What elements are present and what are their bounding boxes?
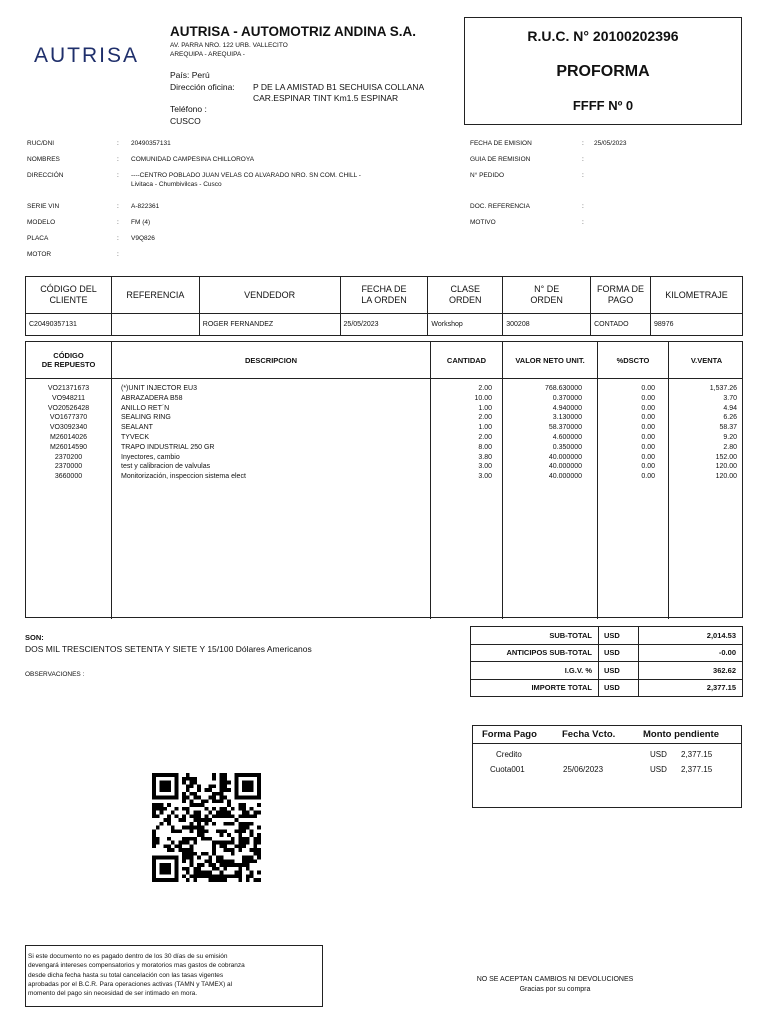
payment-header-pending: Monto pendiente (643, 729, 719, 740)
client-label: MODELO (27, 219, 56, 226)
client-label: DIRECCIÓN (27, 172, 64, 179)
item-quantity: 1.00 (478, 404, 492, 412)
client-label: FECHA DE EMISION (470, 140, 532, 147)
payment-header (473, 726, 741, 744)
order-header-cell: KILOMETRAJE (651, 277, 743, 314)
order-header-cell: CÓDIGO DEL CLIENTE (26, 277, 112, 314)
order-header-cell: N° DE ORDEN (503, 277, 591, 314)
item-code: 2370200 (54, 453, 83, 461)
item-description: SEALING RING (121, 414, 171, 422)
item-discount: 0.00 (641, 443, 655, 451)
payment-method: Cuota001 (490, 765, 525, 774)
item-discount: 0.00 (641, 463, 655, 471)
office-address-line1: P DE LA AMISTAD B1 SECHUISA COLLANA (253, 82, 425, 92)
item-code: VO1677370 (49, 414, 88, 422)
item-description: Inyectores, cambio (121, 453, 180, 461)
colon: : (117, 156, 119, 163)
footer-thanks: Gracias por su compra (519, 986, 591, 993)
totals-value: -0.00 (639, 644, 743, 662)
totals-label: SUB-TOTAL (471, 627, 599, 645)
item-unit-price: 0.370000 (552, 394, 582, 402)
payment-date: 25/06/2023 (563, 765, 604, 774)
qr-code (152, 773, 261, 882)
item-total: 120.00 (715, 463, 737, 471)
item-description: (*)UNIT INJECTOR EU3 (121, 385, 197, 392)
order-header-cell: FORMA DE PAGO (591, 277, 651, 314)
item-discount: 0.00 (641, 453, 655, 461)
totals-row (471, 644, 743, 662)
colon: : (117, 235, 119, 242)
son-label: SON: (25, 633, 44, 642)
colon: : (117, 219, 119, 226)
item-row (26, 424, 742, 434)
item-unit-price: 4.600000 (552, 434, 582, 441)
item-total: 1,537.26 (709, 385, 737, 392)
item-total: 3.70 (723, 394, 737, 402)
item-quantity: 2.00 (478, 385, 492, 392)
client-label: GUIA DE REMISION (470, 156, 531, 163)
payment-method: Credito (496, 750, 522, 759)
client-value: V9Q826 (131, 235, 155, 242)
item-code: VO948211 (52, 394, 85, 402)
colon: : (582, 156, 584, 163)
client-label: N° PEDIDO (470, 172, 505, 179)
note-line: aprobadas por el B.C.R. Para operaciones activas (TAMN y TAMEX) al (28, 980, 233, 988)
order-cell: 98976 (651, 314, 743, 336)
item-quantity: 2.00 (478, 414, 492, 422)
amount-in-words: DOS MIL TRESCIENTOS SETENTA Y SIETE Y 15/100 Dólares Americanos (25, 644, 312, 654)
phone-label: Teléfono : (170, 104, 207, 114)
client-label: NOMBRES (27, 156, 60, 163)
item-total: 58.37 (719, 424, 737, 432)
order-header-cell: VENDEDOR (199, 277, 340, 314)
footer-no-returns: NO SE ACEPTAN CAMBIOS NI DEVOLUCIONES (476, 976, 634, 983)
totals-row (471, 662, 743, 680)
totals-value: 2,014.53 (639, 627, 743, 645)
client-value: COMUNIDAD CAMPESINA CHILLOROYA (131, 156, 255, 163)
item-quantity: 2.00 (478, 434, 492, 441)
item-unit-price: 0.350000 (552, 443, 582, 451)
payment-amount: 2,377.15 (681, 750, 713, 759)
items-header-description: DESCRIPCION (111, 342, 430, 378)
order-header-cell: CLASE ORDEN (428, 277, 503, 314)
items-header-unit-price: VALOR NETO UNIT. (502, 342, 597, 378)
totals-label: ANTICIPOS SUB-TOTAL (471, 644, 599, 662)
item-unit-price: 40.000000 (548, 473, 582, 481)
totals-currency: USD (599, 679, 639, 697)
item-discount: 0.00 (641, 473, 655, 481)
order-cell (111, 314, 199, 336)
item-total: 9.20 (723, 434, 737, 441)
items-header-total: V.VENTA (668, 342, 744, 378)
item-description: ABRAZADERA B58 (121, 394, 183, 402)
items-header (26, 342, 742, 379)
ruc-box (464, 17, 742, 125)
order-cell: 25/05/2023 (340, 314, 428, 336)
payment-currency: USD (650, 750, 667, 759)
item-row (26, 473, 742, 483)
items-header-quantity: CANTIDAD (430, 342, 502, 378)
colon: : (582, 140, 584, 147)
client-value-line2: Livitaca - Chumbivilcas - Cusco (131, 181, 222, 188)
colon: : (117, 251, 119, 258)
item-discount: 0.00 (641, 424, 655, 432)
note-line: momento del pago sin necesidad de ser intimado en mora. (28, 990, 198, 998)
item-description: SEALANT (121, 424, 153, 432)
item-unit-price: 3.130000 (552, 414, 582, 422)
colon: : (582, 203, 584, 210)
item-discount: 0.00 (641, 404, 655, 412)
item-code: 2370000 (54, 463, 83, 471)
order-cell: ROGER FERNANDEZ (199, 314, 340, 336)
note-line: desde dicha fecha hasta su total cancelación con las tasas vigentes (28, 971, 224, 979)
item-quantity: 3.00 (478, 463, 492, 471)
item-unit-price: 40.000000 (548, 463, 582, 471)
item-description: Monitorización, inspeccion sistema elect (121, 473, 246, 481)
document-number: FFFF Nº 0 (572, 98, 634, 113)
item-quantity: 3.80 (478, 453, 492, 461)
office-address-line2: CAR.ESPINAR TINT Km1.5 ESPINAR (253, 93, 399, 103)
payment-currency: USD (650, 765, 667, 774)
item-unit-price: 58.370000 (548, 424, 582, 432)
payment-row (473, 750, 741, 762)
item-row (26, 385, 742, 395)
client-value: FM (4) (131, 219, 151, 226)
item-quantity: 1.00 (478, 424, 492, 432)
item-unit-price: 4.940000 (552, 404, 582, 412)
item-description: TYVECK (121, 434, 150, 441)
item-row (26, 463, 742, 473)
ruc-number: R.U.C. N° 20100202396 (527, 28, 679, 44)
note-line: devengará intereses compensatorios y moratorios mas gastos de cobranza (28, 962, 245, 970)
order-cell: Workshop (428, 314, 503, 336)
totals-row (471, 679, 743, 697)
totals-currency: USD (599, 644, 639, 662)
totals-value: 362.62 (639, 662, 743, 680)
items-table (25, 341, 743, 618)
client-label: DOC. REFERENCIA (470, 203, 530, 210)
item-quantity: 10.00 (474, 394, 492, 402)
item-unit-price: 768.630000 (545, 385, 582, 392)
company-name: AUTRISA - AUTOMOTRIZ ANDINA S.A. (170, 24, 416, 39)
item-total: 4.94 (723, 404, 737, 412)
order-table (25, 276, 743, 336)
client-label: MOTIVO (470, 219, 496, 226)
colon: : (117, 140, 119, 147)
item-discount: 0.00 (641, 434, 655, 441)
document-type: PROFORMA (556, 63, 650, 80)
item-row (26, 454, 742, 464)
payment-header-method: Forma Pago (482, 729, 537, 740)
item-total: 2.80 (723, 443, 737, 451)
item-code: VO21371673 (47, 385, 90, 392)
item-total: 6.26 (723, 414, 737, 422)
payment-header-due-date: Fecha Vcto. (562, 729, 616, 740)
colon: : (117, 172, 119, 179)
order-header-row (26, 277, 743, 314)
item-row (26, 414, 742, 424)
client-value: ----CENTRO POBLADO JUAN VELAS CO ALVARADO NRO. SN COM. CHILL - (131, 172, 361, 179)
order-cell: C20490357131 (26, 314, 112, 336)
client-label: SERIE VIN (27, 203, 60, 210)
office-label: Dirección oficina: (170, 82, 235, 92)
item-description: TRAPO INDUSTRIAL 250 GR (121, 443, 215, 451)
totals-table (470, 626, 743, 697)
item-total: 152.00 (715, 453, 737, 461)
item-row (26, 405, 742, 415)
order-cell: 300208 (503, 314, 591, 336)
totals-value: 2,377.15 (639, 679, 743, 697)
item-row (26, 395, 742, 405)
order-values-row (26, 314, 743, 336)
client-label: PLACA (27, 235, 49, 242)
item-row (26, 434, 742, 444)
totals-label: IMPORTE TOTAL (471, 679, 599, 697)
note-line: Si este documento no es pagado dentro de los 30 días de su emisión (28, 953, 228, 960)
client-value: A-822361 (131, 203, 160, 210)
client-label: MOTOR (27, 251, 52, 258)
payment-amount: 2,377.15 (681, 765, 713, 774)
item-code: M26014590 (50, 443, 87, 451)
item-total: 120.00 (715, 473, 737, 481)
item-code: VO3092340 (49, 424, 88, 432)
observations-label: OBSERVACIONES : (25, 671, 85, 678)
order-cell: CONTADO (591, 314, 651, 336)
item-code: 3660000 (54, 473, 83, 481)
colon: : (582, 219, 584, 226)
totals-label: I.G.V. % (471, 662, 599, 680)
client-value: 20490357131 (131, 140, 171, 147)
item-code: M26014026 (50, 434, 87, 441)
item-quantity: 8.00 (478, 443, 492, 451)
company-address-line2: AREQUIPA - AREQUIPA - (170, 51, 245, 58)
totals-currency: USD (599, 662, 639, 680)
item-discount: 0.00 (641, 414, 655, 422)
item-row (26, 444, 742, 454)
order-header-cell: REFERENCIA (111, 277, 199, 314)
items-header-code: CÓDIGO DE REPUESTO (41, 351, 96, 369)
company-logo: AUTRISA (34, 44, 140, 67)
company-country: País: Perú (170, 70, 210, 80)
order-header-cell: FECHA DE LA ORDEN (340, 277, 428, 314)
colon: : (117, 203, 119, 210)
payment-terms-note (25, 945, 323, 1007)
company-city: CUSCO (170, 116, 201, 126)
item-unit-price: 40.000000 (548, 453, 582, 461)
client-label: RUC/DNI (27, 140, 55, 147)
payment-schedule (472, 725, 742, 808)
payment-row (473, 765, 741, 777)
item-code: VO20526428 (47, 404, 90, 412)
item-quantity: 3.00 (478, 473, 492, 481)
item-description: test y calibracion de valvulas (121, 463, 211, 471)
totals-row (471, 627, 743, 645)
item-discount: 0.00 (641, 394, 655, 402)
totals-currency: USD (599, 627, 639, 645)
item-discount: 0.00 (641, 385, 655, 392)
client-value: 25/05/2023 (594, 140, 627, 147)
items-header-discount: %DSCTO (597, 342, 668, 378)
item-description: ANILLO RET´N (121, 404, 170, 412)
company-address-line1: AV. PARRA NRO. 122 URB. VALLECITO (170, 42, 288, 49)
colon: : (582, 172, 584, 179)
